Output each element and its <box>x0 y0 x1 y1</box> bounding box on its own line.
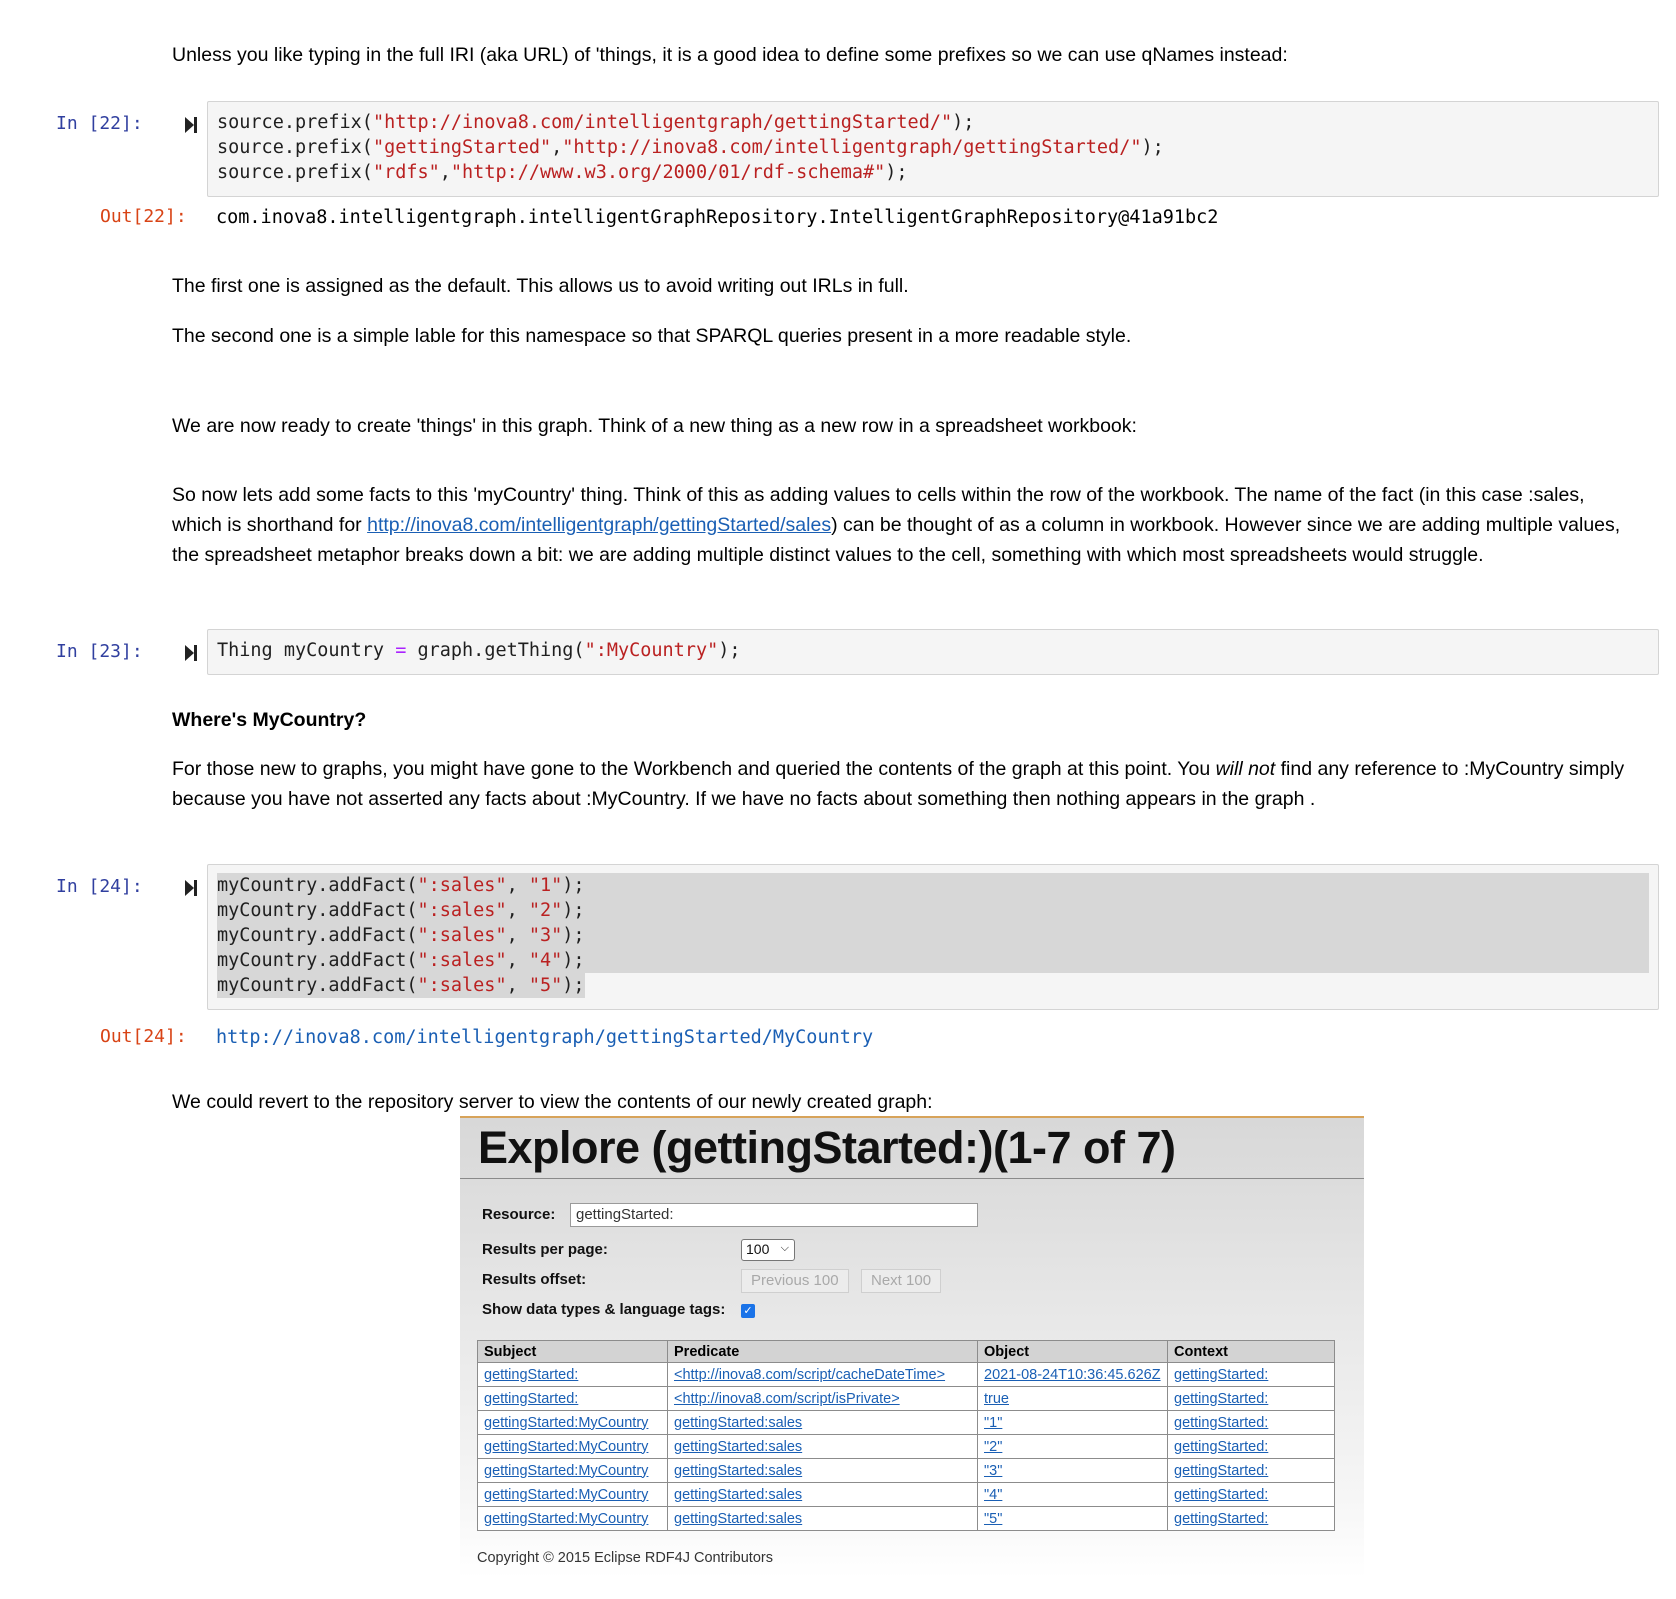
column-header-subject: Subject <box>478 1341 668 1363</box>
table-row <box>478 1435 1335 1459</box>
subject-link[interactable]: gettingStarted:MyCountry <box>484 1438 649 1455</box>
subject-link[interactable]: gettingStarted: <box>484 1390 579 1407</box>
context-link[interactable]: gettingStarted: <box>1174 1438 1269 1455</box>
code-line: myCountry.addFact(":sales", "4"); <box>217 948 1649 973</box>
run-cell-icon[interactable] <box>184 643 198 663</box>
code-line: source.prefix("rdfs","http://www.w3.org/2000/01/rdf-schema#"); <box>217 162 908 183</box>
cell-22-output-prompt: Out[22]: <box>100 206 187 227</box>
code-line: source.prefix("gettingStarted","http://inova8.com/intelligentgraph/gettingStarted/"); <box>217 137 1164 158</box>
column-header-object: Object <box>978 1341 1168 1363</box>
results-per-page-value: 100 <box>746 1241 770 1257</box>
object-link[interactable]: 2021-08-24T10:36:45.626Z <box>984 1366 1161 1383</box>
resource-label: Resource: <box>482 1206 556 1223</box>
context-link[interactable]: gettingStarted: <box>1174 1462 1269 1479</box>
predicate-link[interactable]: <http://inova8.com/script/cacheDateTime> <box>674 1366 946 1383</box>
results-per-page-select[interactable] <box>741 1239 795 1261</box>
title-divider <box>460 1178 1364 1179</box>
object-link[interactable]: "2" <box>984 1438 1003 1455</box>
context-link[interactable]: gettingStarted: <box>1174 1414 1269 1431</box>
markdown-namespace-label: The second one is a simple lable for this namespace so that SPARQL queries present in a more readable style. <box>172 325 1132 347</box>
heading-wheres-mycountry: Where's MyCountry? <box>172 709 367 731</box>
subject-link[interactable]: gettingStarted:MyCountry <box>484 1414 649 1431</box>
predicate-link[interactable]: gettingStarted:sales <box>674 1462 803 1479</box>
results-per-page-label: Results per page: <box>482 1241 608 1258</box>
subject-link[interactable]: gettingStarted:MyCountry <box>484 1510 649 1527</box>
cell-24-input-prompt: In [24]: <box>56 876 143 897</box>
context-link[interactable]: gettingStarted: <box>1174 1366 1269 1383</box>
predicate-link[interactable]: gettingStarted:sales <box>674 1438 803 1455</box>
copyright-footer: Copyright © 2015 Eclipse RDF4J Contributors <box>477 1550 773 1566</box>
cell-22-output: com.inova8.intelligentgraph.intelligentGraphRepository.IntelligentGraphRepository@41a91bc2 <box>216 207 1219 228</box>
column-header-predicate: Predicate <box>668 1341 978 1363</box>
resource-input[interactable]: gettingStarted: <box>570 1203 978 1227</box>
code-line: Thing myCountry = graph.getThing(":MyCountry"); <box>217 640 741 661</box>
context-link[interactable]: gettingStarted: <box>1174 1390 1269 1407</box>
object-link[interactable]: true <box>984 1390 1009 1407</box>
markdown-no-facts: For those new to graphs, you might have gone to the Workbench and queried the contents of the graph at this point. You will not find any reference to :MyCountry simply because you have not asserted any facts about :MyCountry. If we have no facts about something then nothing appears in the graph . <box>172 758 1625 810</box>
context-link[interactable]: gettingStarted: <box>1174 1486 1269 1503</box>
code-cell-23[interactable] <box>207 629 1659 675</box>
markdown-prefix-intro: Unless you like typing in the full IRI (aka URL) of 'things, it is a good idea to define some prefixes so we can use qNames instead: <box>172 44 1288 66</box>
markdown-create-things: We are now ready to create 'things' in this graph. Think of a new thing as a new row in a spreadsheet workbook: <box>172 415 1137 437</box>
show-types-checkbox[interactable] <box>741 1304 755 1318</box>
subject-link[interactable]: gettingStarted:MyCountry <box>484 1486 649 1503</box>
object-link[interactable]: "1" <box>984 1414 1003 1431</box>
explore-title: Explore (gettingStarted:)(1-7 of 7) <box>478 1122 1176 1173</box>
run-cell-icon[interactable] <box>184 115 198 135</box>
markdown-add-facts: So now lets add some facts to this 'myCountry' thing. Think of this as adding values to cells within the row of the workbook. The name of the fact (in this case :sales, which is shorthand for http://inova8.com/intelligentgraph/gettingStarted/sales) can be thought of as a column in workbook. However since we are adding multiple values, the spreadsheet metaphor breaks down a bit: we are adding multiple distinct values to the cell, something with which most spreadsheets would struggle. <box>172 484 1621 566</box>
results-table <box>477 1340 1335 1531</box>
cell-24-output-prompt: Out[24]: <box>100 1026 187 1047</box>
code-line: source.prefix("http://inova8.com/intelligentgraph/gettingStarted/"); <box>217 112 975 133</box>
previous-100-button[interactable]: Previous 100 <box>741 1269 849 1293</box>
markdown-default-prefix: The first one is assigned as the default. This allows us to avoid writing out IRLs in full. <box>172 275 909 297</box>
code-line: myCountry.addFact(":sales", "1"); <box>217 873 1649 898</box>
code-cell-22[interactable] <box>207 101 1659 197</box>
cell-23-input-prompt: In [23]: <box>56 641 143 662</box>
table-header-row <box>478 1341 1335 1363</box>
table-row <box>478 1483 1335 1507</box>
code-cell-24[interactable] <box>207 864 1659 1010</box>
predicate-link[interactable]: gettingStarted:sales <box>674 1486 803 1503</box>
subject-link[interactable]: gettingStarted:MyCountry <box>484 1462 649 1479</box>
predicate-link[interactable]: gettingStarted:sales <box>674 1510 803 1527</box>
code-line: myCountry.addFact(":sales", "2"); <box>217 898 1649 923</box>
predicate-link[interactable]: <http://inova8.com/script/isPrivate> <box>674 1390 900 1407</box>
table-row <box>478 1387 1335 1411</box>
check-icon: ✓ <box>743 1305 753 1317</box>
chevron-down-icon: ⌵ <box>780 1242 789 1254</box>
table-row <box>478 1411 1335 1435</box>
cell-24-output-link[interactable]: http://inova8.com/intelligentgraph/gettingStarted/MyCountry <box>216 1027 874 1048</box>
code-line: myCountry.addFact(":sales", "3"); <box>217 923 1649 948</box>
object-link[interactable]: "4" <box>984 1486 1003 1503</box>
object-link[interactable]: "3" <box>984 1462 1003 1479</box>
rdf4j-explore-screenshot <box>460 1116 1364 1576</box>
run-cell-icon[interactable] <box>184 878 198 898</box>
object-link[interactable]: "5" <box>984 1510 1003 1527</box>
markdown-repository-view: We could revert to the repository server to view the contents of our newly created graph: <box>172 1091 933 1113</box>
subject-link[interactable]: gettingStarted: <box>484 1366 579 1383</box>
context-link[interactable]: gettingStarted: <box>1174 1510 1269 1527</box>
results-offset-label: Results offset: <box>482 1271 587 1288</box>
table-row <box>478 1459 1335 1483</box>
table-row <box>478 1363 1335 1387</box>
code-line: myCountry.addFact(":sales", "5"); <box>217 975 585 996</box>
sales-iri-link[interactable]: http://inova8.com/intelligentgraph/gettingStarted/sales <box>367 514 832 536</box>
next-100-button[interactable]: Next 100 <box>861 1269 941 1293</box>
column-header-context: Context <box>1168 1341 1335 1363</box>
predicate-link[interactable]: gettingStarted:sales <box>674 1414 803 1431</box>
show-types-label: Show data types & language tags: <box>482 1301 726 1318</box>
cell-22-input-prompt: In [22]: <box>56 113 143 134</box>
table-row <box>478 1507 1335 1531</box>
